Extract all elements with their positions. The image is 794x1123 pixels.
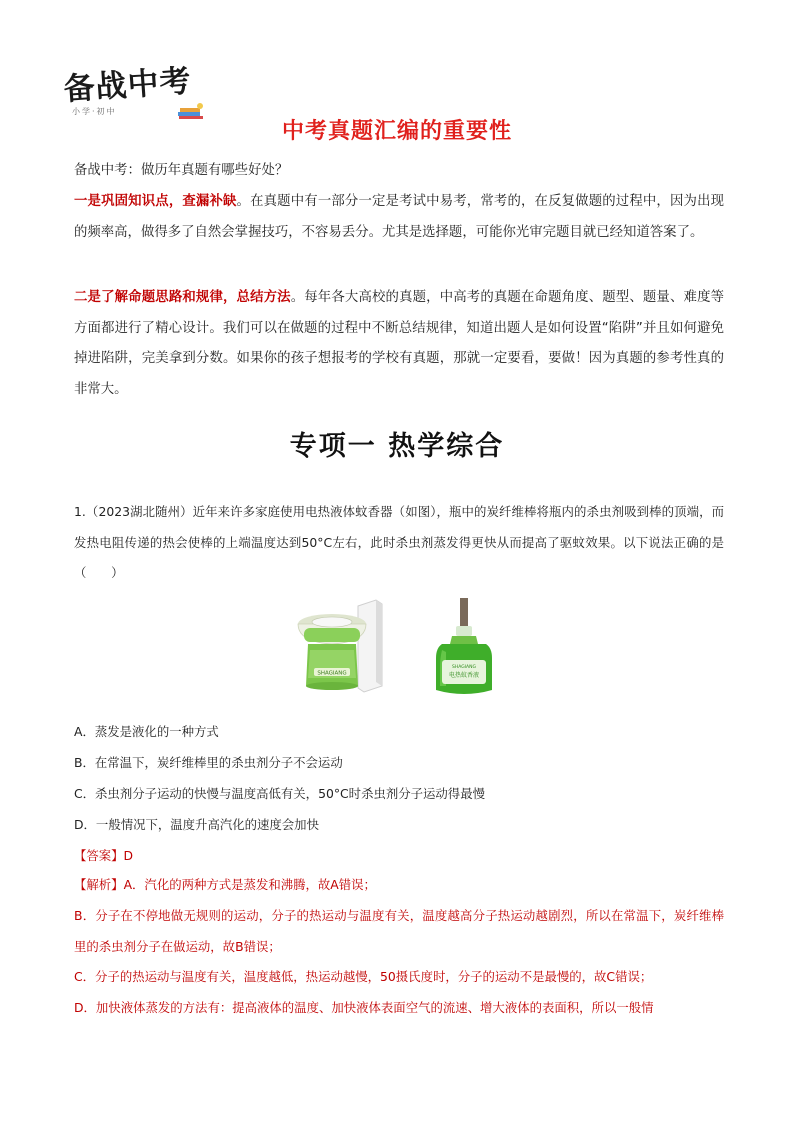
option-a: A．蒸发是液化的一种方式 [74, 724, 219, 739]
point-1-text: 。在真题中有一部分一定是考试中易考，常考的，在反复做题的过程中，因为出现的频率高，做得多了自然会掌握技巧，不容易丢分。尤其是选择题，可能你光审完题目就已经知道答案了。 [74, 194, 725, 240]
heater-device-icon [298, 614, 366, 690]
intro-question: 备战中考：做历年真题有哪些好处？ [74, 163, 289, 178]
option-b: B．在常温下，炭纤维棒里的杀虫剂分子不会运动 [74, 755, 343, 770]
analysis-heading: 【解析】 [74, 877, 124, 892]
section-title: 专项一 热学综合 [289, 431, 505, 462]
svg-text:SHAGIANG: SHAGIANG [317, 670, 347, 677]
svg-text:电热蚊香液: 电热蚊香液 [448, 672, 480, 679]
option-d: D．一般情况下，温度升高汽化的速度会加快 [74, 817, 319, 832]
intro-point-2 [74, 283, 724, 405]
svg-text:SHAGIANG: SHAGIANG [452, 665, 476, 670]
question-stem: 1.（2023湖北随州）近年来许多家庭使用电热液体蚊香器（如图），瓶中的炭纤维棒将瓶内的杀虫剂吸到棒的顶端，而发热电阻传递的热会使棒的上端温度达到50°C左右，此时杀虫剂蒸发得更快从而提高了驱蚊效果。以下说法正确的是（ ） [74, 504, 724, 580]
analysis-d: D．加快液体蒸发的方法有：提高液体的温度、加快液体表面空气的流速、增大液体的表面积，所以一般情 [74, 1000, 654, 1015]
analysis-b: B．分子在不停地做无规则的运动，分子的热运动与温度有关，温度越高分子热运动越剧烈，所以在常温下，炭纤维棒里的杀虫剂分子在做运动，故B错误； [74, 908, 724, 954]
wall-socket-icon [358, 600, 382, 692]
option-c: C．杀虫剂分子运动的快慢与温度高低有关，50°C时杀虫剂分子运动得最慢 [74, 786, 485, 801]
intro-point-1 [74, 187, 724, 248]
repellent-bottle-icon [436, 598, 492, 694]
point-1-heading: 一是巩固知识点，查漏补缺 [74, 194, 237, 209]
main-title: 中考真题汇编的重要性 [281, 119, 512, 144]
point-2-text: 。每年各大高校的真题，中高考的真题在命题角度、题型、题量、难度等方面都进行了精心设计。我们可以在做题的过程中不断总结规律，知道出题人是如何设置“陷阱”并且如何避免掉进陷阱，完美拿到分数。如果你的孩子想报考的学校有真题，那就一定要看，要做！因为真题的参考性真的非常大。 [74, 290, 724, 397]
analysis-c: C．分子的热运动与温度有关，温度越低，热运动越慢，50摄氏度时，分子的运动不是最慢的，故C错误； [74, 969, 653, 984]
point-2-heading: 二是了解命题思路和规律，总结方法 [74, 290, 291, 305]
mosquito-repellent-figure [296, 598, 516, 700]
analysis-line-a: A．汽化的两种方式是蒸发和沸腾，故A错误； [123, 877, 376, 892]
analysis-a [74, 870, 724, 901]
logo-subtitle: 小学·初中 [72, 107, 117, 116]
answer: 【答案】D [74, 848, 134, 863]
logo-text: 备战中考 [62, 63, 193, 108]
